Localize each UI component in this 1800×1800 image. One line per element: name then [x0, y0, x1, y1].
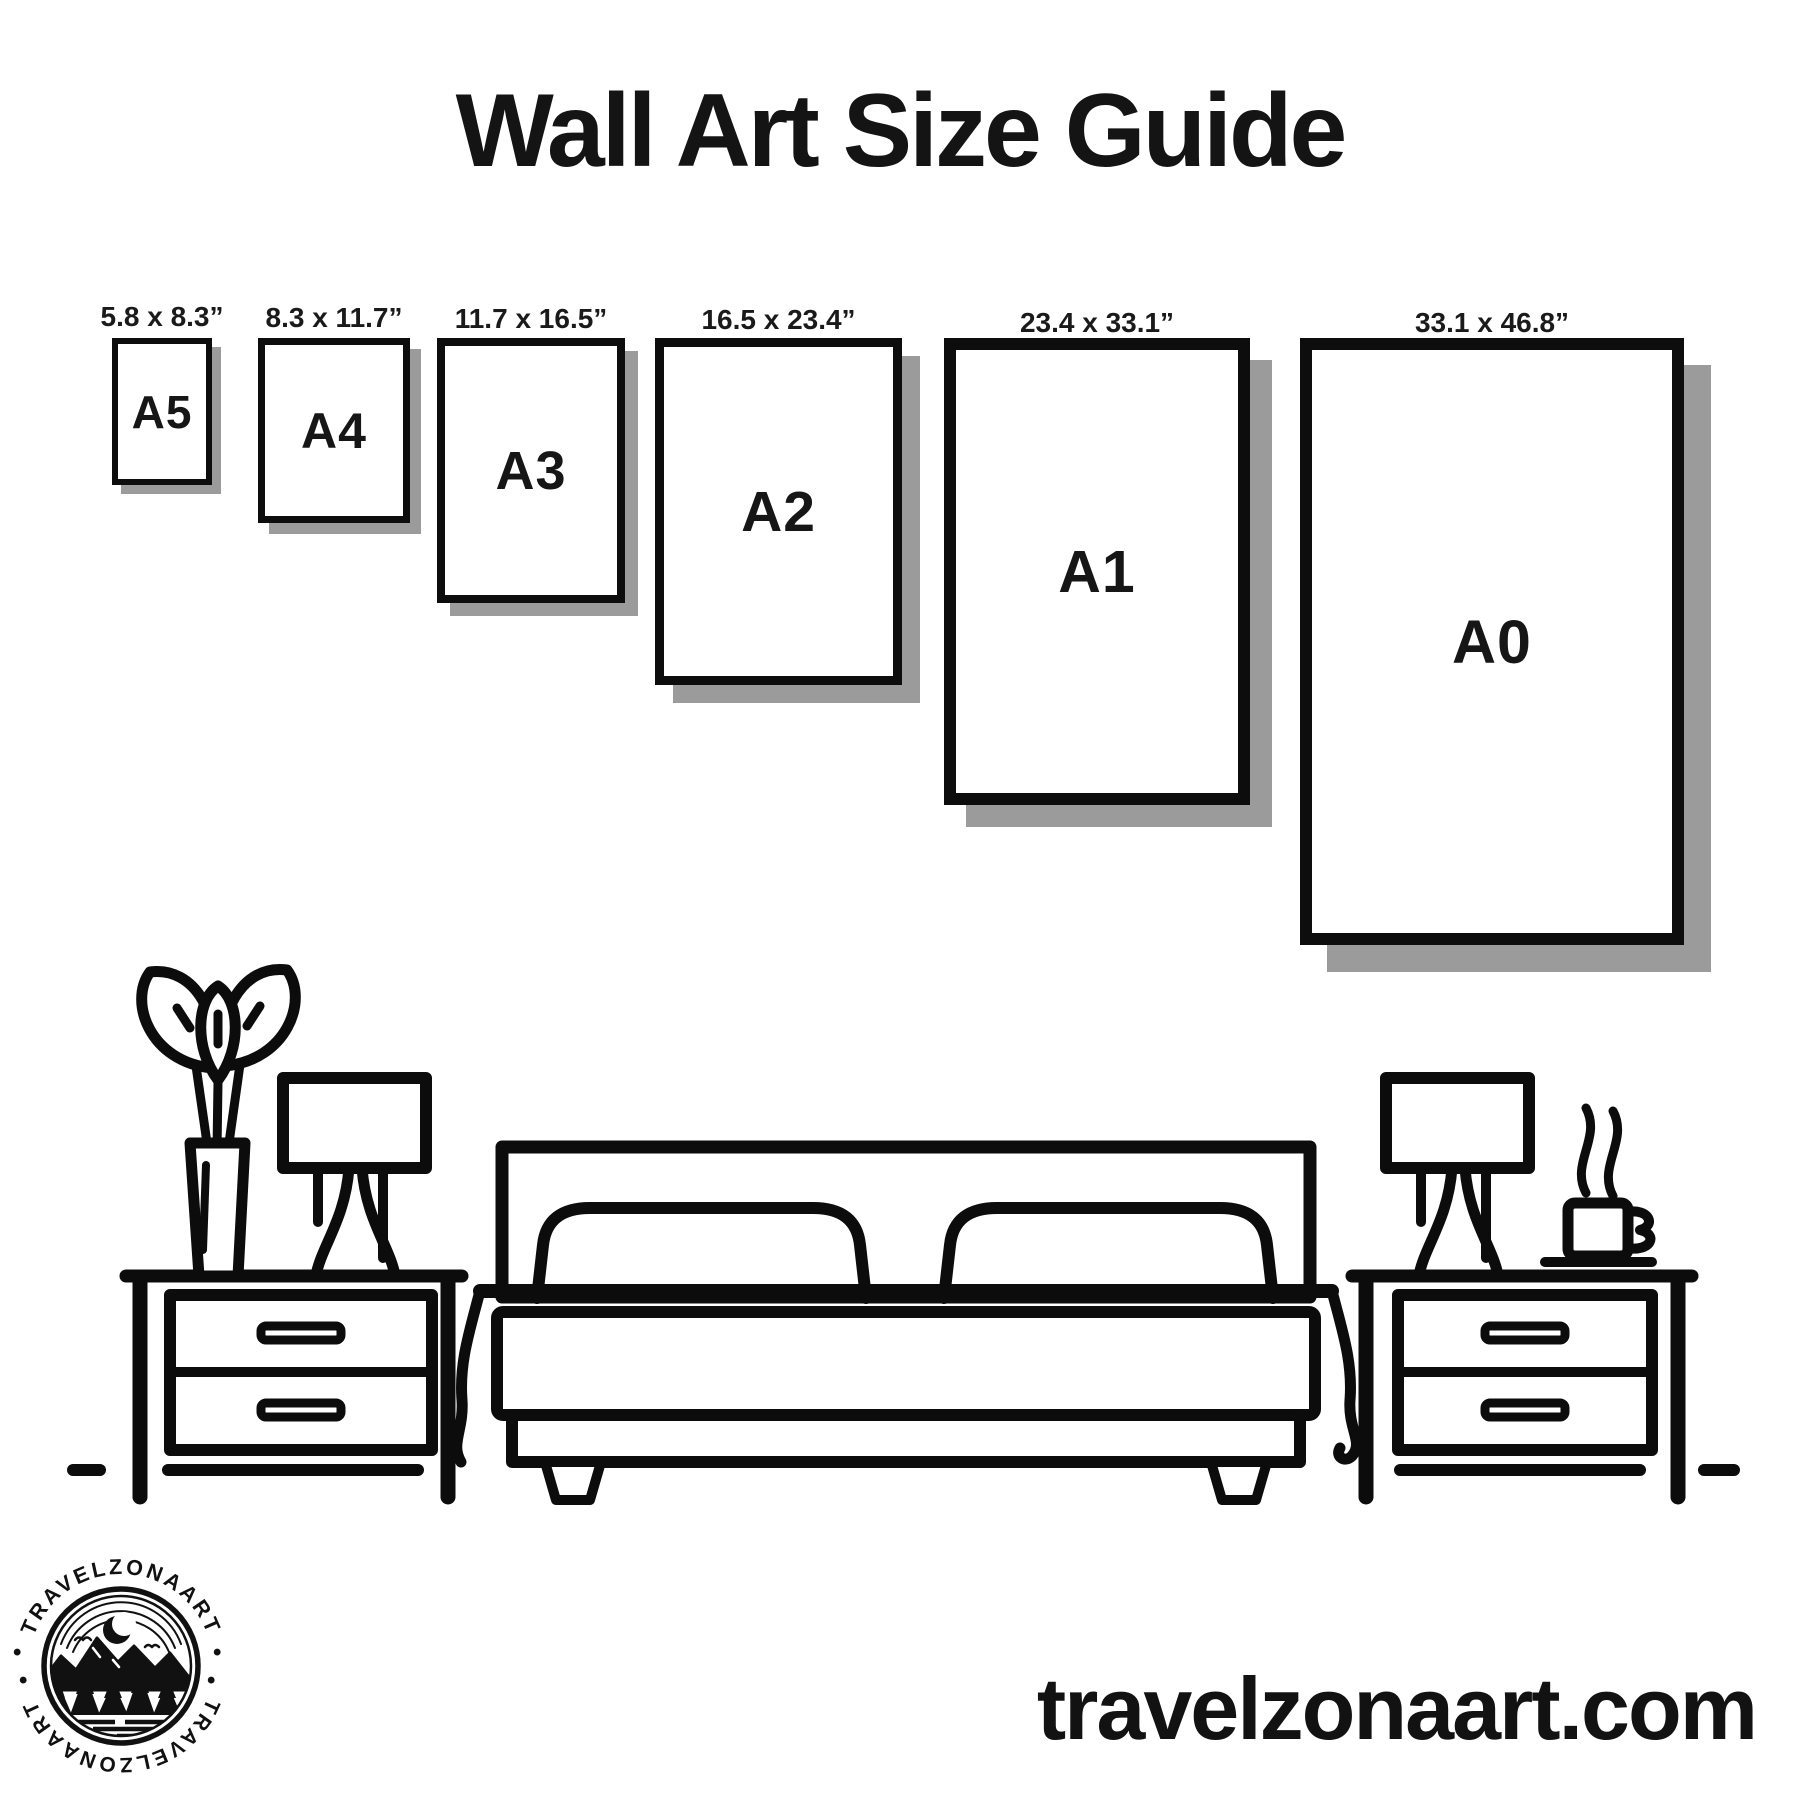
vase-plant-icon: [142, 970, 296, 1276]
bed-blanket-drape-left: [457, 1291, 480, 1462]
size-code-a2: A2: [741, 479, 816, 544]
size-dimensions-a1: 23.4 x 33.1”: [1019, 307, 1175, 338]
steam-icon: [1581, 1108, 1590, 1193]
logo-dot: •: [13, 1639, 22, 1666]
page-title: Wall Art Size Guide: [455, 73, 1345, 189]
right-lamp-shade: [1386, 1078, 1529, 1168]
size-code-a4: A4: [301, 402, 367, 459]
frame-a0: [1300, 307, 1684, 945]
frame-a5: [100, 301, 224, 485]
right-nightstand-icon: [1352, 1276, 1692, 1497]
logo-dot: •: [19, 1667, 28, 1694]
logo-dot: •: [207, 1667, 216, 1694]
size-code-a5: A5: [131, 385, 193, 438]
coffee-mug-icon: [1545, 1108, 1652, 1262]
bed-mattress: [497, 1312, 1315, 1415]
bed-blanket-drape-right: [1332, 1291, 1357, 1459]
size-code-a0: A0: [1452, 607, 1532, 676]
bed-base: [512, 1415, 1300, 1462]
frame-a1: [944, 307, 1250, 805]
bed-leg-right: [1211, 1462, 1267, 1500]
size-code-a3: A3: [495, 440, 567, 501]
frame-a3: [437, 303, 625, 603]
size-dimensions-a0: 33.1 x 46.8”: [1414, 307, 1570, 338]
right-table-lamp-icon: [1386, 1078, 1529, 1275]
bed-icon: [457, 1147, 1357, 1500]
website-url: travelzonaart.com: [1036, 1659, 1756, 1758]
size-code-a1: A1: [1058, 538, 1136, 605]
left-table-lamp-icon: [283, 1078, 426, 1275]
logo-arc-text-bottom: TRAVELZONAART: [17, 1695, 225, 1777]
bed-leg-left: [545, 1462, 601, 1500]
mug-body: [1568, 1203, 1628, 1256]
size-dimensions-a2: 16.5 x 23.4”: [701, 304, 856, 335]
brand-logo: [5, 1550, 237, 1782]
size-dimensions-a4: 8.3 x 11.7”: [265, 302, 403, 333]
vase-body: [190, 1143, 245, 1276]
frame-a4: [258, 302, 410, 523]
left-lamp-shade: [283, 1078, 426, 1168]
size-dimensions-a3: 11.7 x 16.5”: [454, 303, 608, 334]
size-dimensions-a5: 5.8 x 8.3”: [100, 301, 224, 332]
logo-arc-text-top: TRAVELZONAART: [16, 1554, 226, 1639]
steam-icon: [1608, 1111, 1617, 1196]
logo-dot: •: [213, 1639, 222, 1666]
bedroom-scene-illustration: [0, 960, 1800, 1510]
left-nightstand-icon: [126, 1276, 462, 1497]
frame-a2: [655, 304, 902, 685]
